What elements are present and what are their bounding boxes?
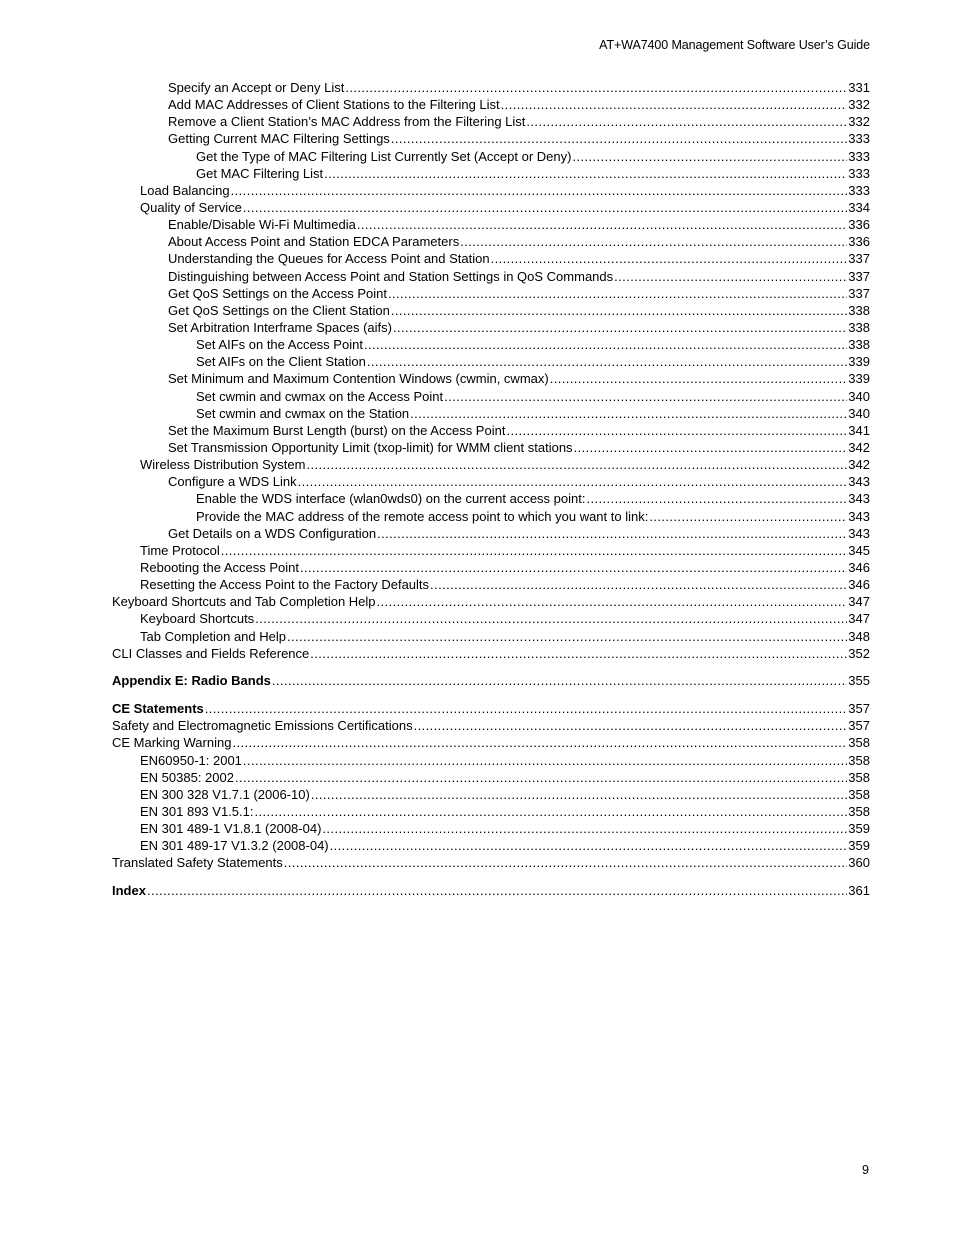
toc-dot-leader <box>310 645 847 662</box>
toc-dot-leader <box>255 610 847 627</box>
toc-entry[interactable] <box>112 576 870 593</box>
toc-entry[interactable] <box>112 148 870 165</box>
toc-entry-title: Resetting the Access Point to the Factory Defaults <box>140 577 430 593</box>
toc-entry-title: Get QoS Settings on the Client Station <box>168 302 390 318</box>
toc-entry[interactable] <box>112 233 870 250</box>
toc-dot-leader <box>324 165 847 182</box>
toc-entry[interactable] <box>112 628 870 645</box>
toc-entry[interactable] <box>112 752 870 769</box>
toc-entry[interactable] <box>112 182 870 199</box>
toc-entry-page: 336 <box>848 217 870 233</box>
toc-entry[interactable] <box>112 388 870 405</box>
toc-dot-leader <box>501 96 848 113</box>
toc-entry-page: 360 <box>848 855 870 871</box>
toc-entry-page: 355 <box>848 673 870 689</box>
toc-entry-page: 343 <box>848 474 870 490</box>
toc-entry-title: Time Protocol <box>140 542 220 558</box>
toc-entry-title: CLI Classes and Fields Reference <box>112 645 310 661</box>
toc-entry-page: 333 <box>848 165 870 181</box>
toc-entry[interactable] <box>112 422 870 439</box>
toc-entry-title: About Access Point and Station EDCA Parameters <box>168 234 460 250</box>
toc-dot-leader <box>243 752 847 769</box>
toc-entry[interactable] <box>112 216 870 233</box>
toc-entry[interactable] <box>112 79 870 96</box>
toc-dot-leader <box>388 285 847 302</box>
toc-dot-leader <box>221 542 848 559</box>
toc-entry-title: Get Details on a WDS Configuration <box>168 525 377 541</box>
toc-entry[interactable] <box>112 336 870 353</box>
toc-entry-title: Keyboard Shortcuts and Tab Completion Help <box>112 594 376 610</box>
toc-entry-title: EN 301 489-17 V1.3.2 (2008-04) <box>140 838 329 854</box>
toc-entry-title: EN60950-1: 2001 <box>140 752 242 768</box>
toc-dot-leader <box>357 216 847 233</box>
toc-dot-leader <box>377 525 847 542</box>
toc-entry[interactable] <box>112 439 870 456</box>
toc-entry-page: 358 <box>848 803 870 819</box>
toc-entry-title: Get QoS Settings on the Access Point <box>168 285 387 301</box>
toc-entry-page: 336 <box>848 234 870 250</box>
toc-entry[interactable] <box>112 610 870 627</box>
toc-entry[interactable] <box>112 559 870 576</box>
toc-dot-leader <box>649 508 847 525</box>
toc-dot-leader <box>287 628 847 645</box>
toc-entry[interactable] <box>112 854 870 871</box>
toc-entry[interactable] <box>112 199 870 216</box>
toc-dot-leader <box>614 268 847 285</box>
toc-entry-title: Tab Completion and Help <box>140 628 286 644</box>
toc-entry-title: Set cwmin and cwmax on the Access Point <box>196 388 444 404</box>
toc-entry-title: Set Transmission Opportunity Limit (txop-limit) for WMM client stations <box>168 439 573 455</box>
toc-entry[interactable] <box>112 645 870 662</box>
toc-dot-leader <box>526 113 847 130</box>
toc-dot-leader <box>364 336 847 353</box>
toc-dot-leader <box>254 803 847 820</box>
table-of-contents <box>112 79 870 899</box>
toc-entry-title: Set AIFs on the Client Station <box>196 354 366 370</box>
toc-entry-page: 339 <box>848 354 870 370</box>
toc-entry[interactable] <box>112 672 870 689</box>
toc-entry[interactable] <box>112 405 870 422</box>
toc-entry[interactable] <box>112 803 870 820</box>
toc-entry-title: Translated Safety Statements <box>112 855 283 871</box>
toc-entry[interactable] <box>112 700 870 717</box>
toc-entry-title: Appendix E: Radio Bands <box>112 673 271 689</box>
toc-dot-leader <box>345 79 847 96</box>
toc-entry-title: Add MAC Addresses of Client Stations to the Filtering List <box>168 97 500 113</box>
toc-entry-title: EN 50385: 2002 <box>140 769 234 785</box>
toc-entry-title: Get MAC Filtering List <box>196 165 324 181</box>
toc-dot-leader <box>284 854 848 871</box>
toc-dot-leader <box>444 388 847 405</box>
toc-entry-page: 337 <box>848 268 870 284</box>
toc-entry[interactable] <box>112 473 870 490</box>
toc-entry-page: 340 <box>848 405 870 421</box>
toc-dot-leader <box>272 672 847 689</box>
toc-entry-page: 341 <box>848 422 870 438</box>
toc-entry-page: 337 <box>848 251 870 267</box>
toc-entry-title: Provide the MAC address of the remote access point to which you want to link: <box>196 508 649 524</box>
toc-entry-page: 343 <box>848 508 870 524</box>
toc-entry[interactable] <box>112 96 870 113</box>
toc-entry-title: Load Balancing <box>140 182 230 198</box>
toc-entry-page: 331 <box>848 80 870 95</box>
toc-dot-leader <box>235 769 847 786</box>
toc-entry-title: Set Arbitration Interframe Spaces (aifs) <box>168 319 392 335</box>
toc-entry-page: 343 <box>848 491 870 507</box>
toc-dot-leader <box>506 422 847 439</box>
toc-entry[interactable] <box>112 490 870 507</box>
page-number: 9 <box>862 1163 869 1177</box>
toc-dot-leader <box>243 199 847 216</box>
toc-entry-page: 333 <box>848 131 870 147</box>
toc-entry[interactable] <box>112 717 870 734</box>
toc-entry[interactable] <box>112 508 870 525</box>
toc-entry-page: 340 <box>848 388 870 404</box>
toc-dot-leader <box>460 233 847 250</box>
toc-entry-page: 339 <box>848 371 870 387</box>
toc-entry-page: 334 <box>848 199 870 215</box>
toc-entry-title: Distinguishing between Access Point and Station Settings in QoS Commands <box>168 268 614 284</box>
toc-entry-page: 347 <box>848 594 870 610</box>
toc-entry[interactable] <box>112 319 870 336</box>
toc-entry-title: Set the Maximum Burst Length (burst) on the Access Point <box>168 422 506 438</box>
toc-entry[interactable] <box>112 734 870 751</box>
toc-entry-page: 358 <box>848 786 870 802</box>
toc-entry-page: 352 <box>848 645 870 661</box>
toc-entry[interactable] <box>112 593 870 610</box>
toc-dot-leader <box>572 148 847 165</box>
toc-entry[interactable] <box>112 130 870 147</box>
toc-entry-page: 359 <box>848 821 870 837</box>
toc-entry[interactable] <box>112 820 870 837</box>
toc-entry-title: Set AIFs on the Access Point <box>196 337 363 353</box>
toc-entry[interactable] <box>112 786 870 803</box>
toc-entry-page: 361 <box>848 883 870 899</box>
toc-dot-leader <box>414 717 848 734</box>
toc-entry-title: Enable/Disable Wi-Fi Multimedia <box>168 217 356 233</box>
toc-entry-title: Configure a WDS Link <box>168 474 297 490</box>
toc-entry[interactable] <box>112 370 870 387</box>
toc-entry-title: EN 301 893 V1.5.1: <box>140 803 254 819</box>
toc-entry-title: Wireless Distribution System <box>140 457 306 473</box>
toc-entry-page: 338 <box>848 319 870 335</box>
toc-entry-page: 347 <box>848 611 870 627</box>
toc-entry[interactable] <box>112 525 870 542</box>
toc-entry-page: 337 <box>848 285 870 301</box>
toc-entry-page: 348 <box>848 628 870 644</box>
toc-dot-leader <box>391 302 847 319</box>
toc-dot-leader <box>306 456 847 473</box>
toc-entry[interactable] <box>112 113 870 130</box>
toc-entry-page: 342 <box>848 439 870 455</box>
toc-entry-title: Enable the WDS interface (wlan0wds0) on the current access point: <box>196 491 586 507</box>
toc-entry-title: Remove a Client Station’s MAC Address from the Filtering List <box>168 114 526 130</box>
toc-entry-page: 359 <box>848 838 870 854</box>
toc-entry-page: 346 <box>848 559 870 575</box>
toc-dot-leader <box>367 353 847 370</box>
toc-entry[interactable] <box>112 837 870 854</box>
toc-entry[interactable] <box>112 882 870 899</box>
toc-entry-page: 343 <box>848 525 870 541</box>
toc-entry-title: EN 300 328 V1.7.1 (2006-10) <box>140 786 310 802</box>
running-header: AT+WA7400 Management Software User’s Guide <box>599 38 870 52</box>
toc-entry-page: 333 <box>848 182 870 198</box>
toc-dot-leader <box>330 837 848 854</box>
toc-entry-page: 333 <box>848 148 870 164</box>
toc-dot-leader <box>205 700 848 717</box>
toc-entry-title: Set cwmin and cwmax on the Station <box>196 405 410 421</box>
toc-dot-leader <box>377 593 848 610</box>
toc-entry-title: Keyboard Shortcuts <box>140 611 255 627</box>
toc-entry-title: CE Marking Warning <box>112 735 232 751</box>
toc-entry[interactable] <box>112 250 870 267</box>
toc-entry-title: Getting Current MAC Filtering Settings <box>168 131 390 147</box>
toc-dot-leader <box>231 182 848 199</box>
toc-entry[interactable] <box>112 542 870 559</box>
toc-entry-page: 332 <box>848 97 870 113</box>
toc-dot-leader <box>430 576 847 593</box>
toc-dot-leader <box>311 786 847 803</box>
toc-entry-title: Index <box>112 883 146 899</box>
toc-entry-page: 338 <box>848 302 870 318</box>
toc-entry[interactable] <box>112 769 870 786</box>
toc-dot-leader <box>410 405 847 422</box>
toc-entry-page: 332 <box>848 114 870 130</box>
toc-entry-title: Safety and Electromagnetic Emissions Certifications <box>112 718 413 734</box>
toc-entry-page: 358 <box>848 752 870 768</box>
toc-dot-leader <box>298 473 848 490</box>
toc-dot-leader <box>147 882 847 899</box>
toc-entry-title: Rebooting the Access Point <box>140 559 299 575</box>
toc-entry-title: Understanding the Queues for Access Point and Station <box>168 251 490 267</box>
toc-entry-title: Set Minimum and Maximum Contention Windows (cwmin, cwmax) <box>168 371 549 387</box>
toc-dot-leader <box>322 820 847 837</box>
toc-entry[interactable] <box>112 353 870 370</box>
toc-entry-title: Get the Type of MAC Filtering List Currently Set (Accept or Deny) <box>196 148 572 164</box>
toc-entry[interactable] <box>112 285 870 302</box>
toc-dot-leader <box>491 250 848 267</box>
toc-entry-title: EN 301 489-1 V1.8.1 (2008-04) <box>140 821 322 837</box>
toc-entry-page: 358 <box>848 735 870 751</box>
toc-dot-leader <box>586 490 847 507</box>
toc-entry[interactable] <box>112 302 870 319</box>
toc-entry-title: CE Statements <box>112 701 204 717</box>
toc-dot-leader <box>393 319 847 336</box>
toc-entry-title: Quality of Service <box>140 199 242 215</box>
toc-entry-page: 342 <box>848 457 870 473</box>
toc-dot-leader <box>391 130 847 147</box>
toc-entry-page: 346 <box>848 577 870 593</box>
toc-entry[interactable] <box>112 165 870 182</box>
toc-dot-leader <box>574 439 848 456</box>
toc-entry-page: 358 <box>848 769 870 785</box>
toc-entry-page: 345 <box>848 542 870 558</box>
toc-entry[interactable] <box>112 456 870 473</box>
toc-dot-leader <box>232 734 847 751</box>
toc-entry-page: 357 <box>848 701 870 717</box>
toc-entry[interactable] <box>112 268 870 285</box>
toc-entry-page: 338 <box>848 337 870 353</box>
toc-entry-title: Specify an Accept or Deny List <box>168 80 345 95</box>
toc-dot-leader <box>300 559 847 576</box>
toc-entry-page: 357 <box>848 718 870 734</box>
toc-dot-leader <box>550 370 848 387</box>
